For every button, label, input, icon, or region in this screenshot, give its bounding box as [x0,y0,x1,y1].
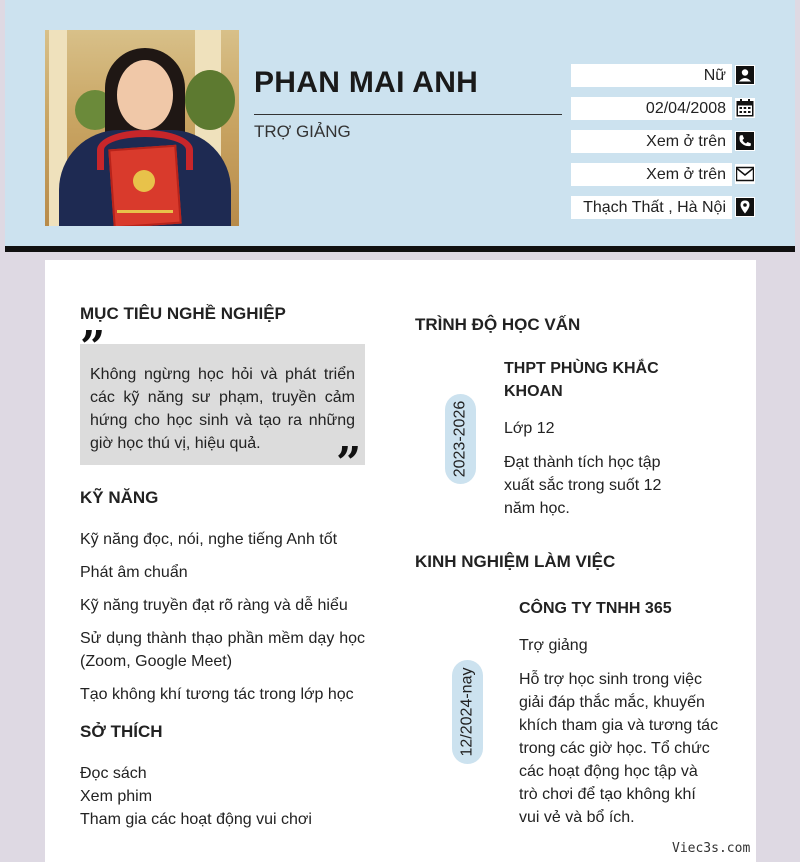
objective-text: Không ngừng học hỏi và phát triển các kỹ năng sư phạm, truyền cảm hứng cho học sinh và tạo ra những giờ học thú vị, hiệu quả. [90,366,355,452]
contact-birthdate [571,97,755,120]
contact-gender [571,64,755,87]
name-underline [254,114,562,115]
quote-close-icon: ” [336,438,362,489]
education-grade: Lớp 12 [504,420,555,437]
skill-item: Phát âm chuẩn [80,564,188,581]
objective-heading: MỤC TIÊU NGHỀ NGHIỆP [80,304,286,323]
experience-period-badge [452,660,483,764]
experience-role: Trợ giảng [519,637,588,654]
calendar-icon [735,98,755,118]
education-heading: TRÌNH ĐỘ HỌC VẤN [415,315,581,334]
person-icon [735,65,755,85]
contact-address [571,196,755,219]
skill-item: Kỹ năng truyền đạt rõ ràng và dễ hiểu [80,597,348,614]
education-period-badge [445,394,476,484]
experience-company: CÔNG TY TNHH 365 [519,600,672,617]
phone-icon [735,131,755,151]
hobbies-heading: SỞ THÍCH [80,722,163,741]
hobby-item: Tham gia các hoạt động vui chơi [80,811,312,828]
skills-heading: KỸ NĂNG [80,488,159,507]
contact-gender-value: Nữ [571,64,732,87]
contact-phone-value: Xem ở trên [571,130,732,153]
footer-brand: Viec3s.com [672,841,751,856]
contact-phone [571,130,755,153]
email-icon [735,164,755,184]
skill-item: Sử dụng thành thạo phần mềm dạy học (Zoom, Google Meet) [80,630,365,670]
experience-description: Hỗ trợ học sinh trong việc giải đáp thắc mắc, khuyến khích tham gia và tương tác trong các giờ học. Tổ chức các hoạt động học tập và trò chơi để tạo không khí vui vẻ và bổ ích. [519,671,719,826]
profile-photo [45,30,239,226]
contact-address-value: Thạch Thất , Hà Nội [571,196,732,219]
hobby-item: Đọc sách [80,765,147,782]
experience-heading: KINH NGHIỆM LÀM VIỆC [415,552,616,571]
header-divider [5,246,795,252]
hobby-item: Xem phim [80,788,153,805]
contact-birthdate-value: 02/04/2008 [571,97,732,120]
job-title: TRỢ GIẢNG [254,122,351,141]
contact-email [571,163,755,186]
skill-item: Tạo không khí tương tác trong lớp học [80,686,354,703]
experience-period: 12/2024-nay [458,667,476,757]
skill-item: Kỹ năng đọc, nói, nghe tiếng Anh tốt [80,531,338,548]
education-achievement: Đạt thành tích học tập xuất sắc trong suốt 12 năm học. [504,454,662,517]
education-period: 2023-2026 [451,400,469,478]
candidate-name: PHAN MAI ANH [254,66,479,99]
location-pin-icon [735,197,755,217]
contact-email-value: Xem ở trên [571,163,732,186]
education-school: THPT PHÙNG KHẮC KHOAN [504,360,659,400]
